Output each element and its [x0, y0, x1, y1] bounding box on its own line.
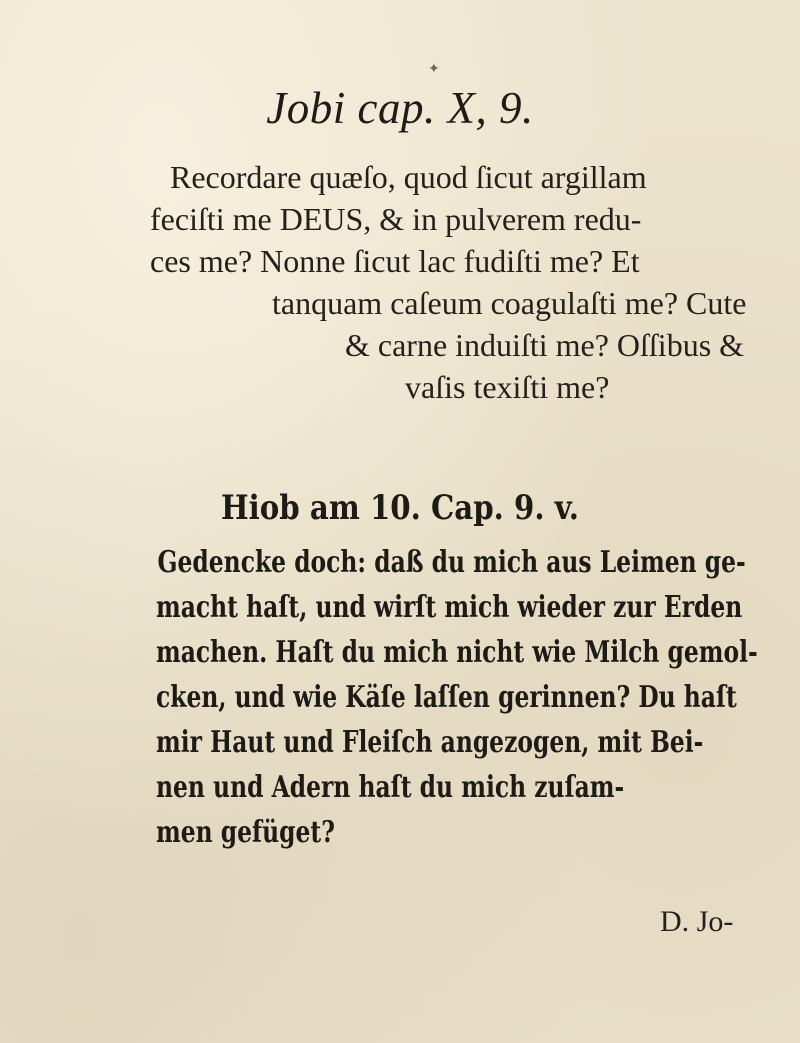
- latin-passage: [150, 156, 790, 408]
- latin-line: & carne induiſti me? Oſſibus &: [345, 327, 745, 363]
- latin-line: vaſis texiſti me?: [405, 369, 610, 405]
- german-line: cken, und wie Käſe laſſen gerinnen? Du haſt: [156, 680, 737, 715]
- german-line: Gedencke doch: daß du mich aus Leimen ge-: [157, 545, 746, 580]
- latin-heading: Jobi cap. X, 9.: [266, 83, 534, 133]
- german-line: mir Haut und Fleiſch angezogen, mit Bei-: [156, 725, 704, 760]
- german-heading: Hiob am 10. Cap. 9. v.: [221, 488, 579, 528]
- latin-line: tanquam caſeum coagulaſti me? Cute: [272, 285, 747, 321]
- german-line: nen und Adern haſt du mich zuſam-: [156, 770, 625, 805]
- german-line: machen. Haſt du mich nicht wie Milch gemol-: [156, 635, 758, 670]
- german-passage: [156, 540, 796, 855]
- german-line: men gefüget?: [156, 815, 335, 850]
- catchword: D. Jo-: [660, 905, 734, 938]
- latin-line: ces me? Nonne ſicut lac fudiſti me? Et: [150, 243, 640, 279]
- latin-line: Recordare quæſo, quod ſicut argillam: [170, 159, 647, 195]
- latin-line: feciſti me DEUS, & in pulverem redu-: [150, 201, 642, 237]
- ornament-mark: ✦: [428, 61, 440, 77]
- german-line: macht haſt, und wirſt mich wieder zur Erden: [156, 590, 743, 625]
